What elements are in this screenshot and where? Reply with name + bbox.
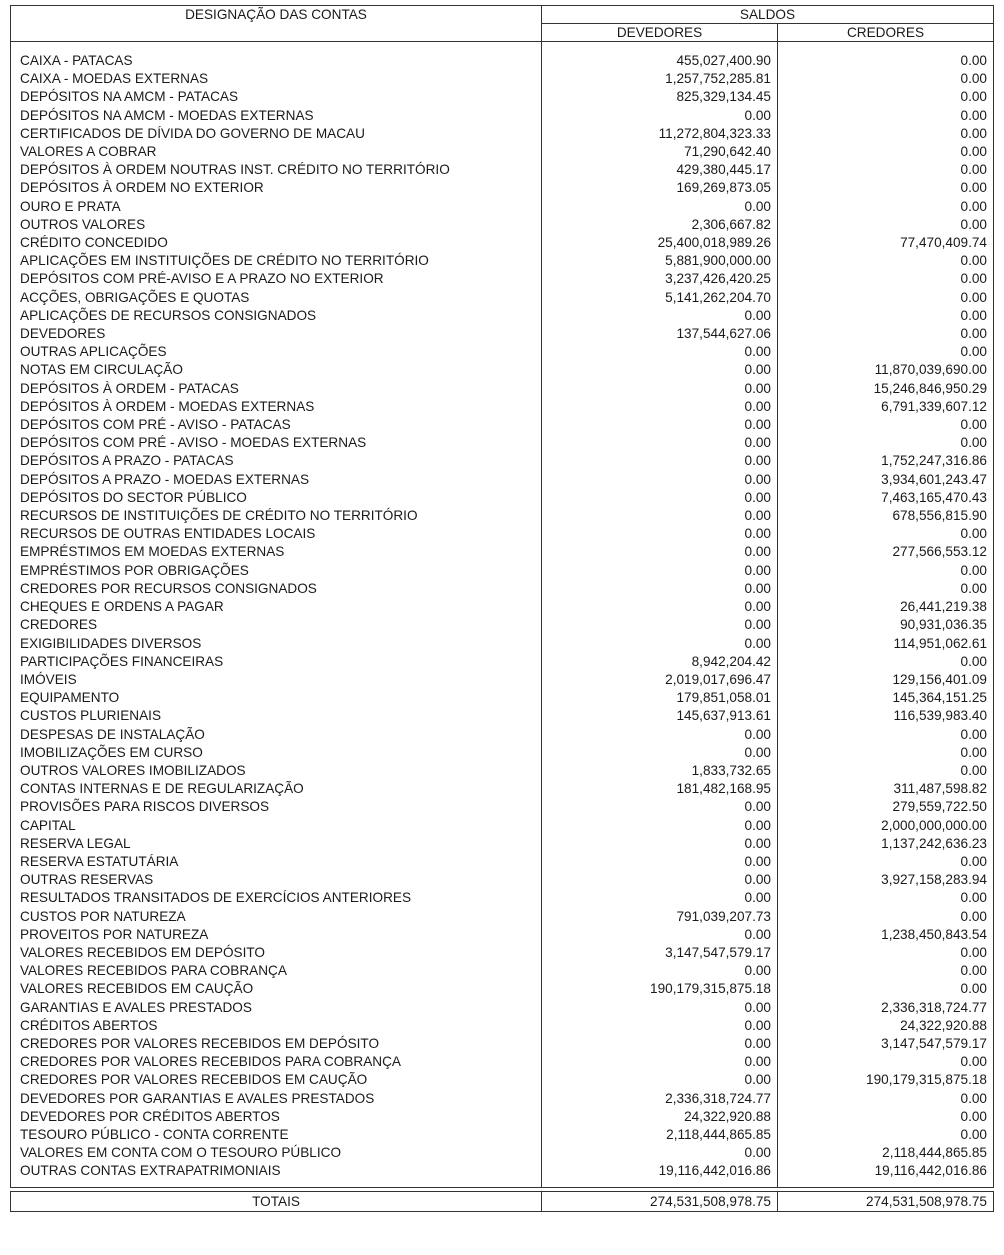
table-row bbox=[11, 1035, 994, 1053]
account-name: APLICAÇÕES DE RECURSOS CONSIGNADOS bbox=[11, 307, 542, 325]
table-row bbox=[11, 962, 994, 980]
account-name: TESOURO PÚBLICO - CONTA CORRENTE bbox=[11, 1126, 542, 1144]
credores-value: 0.00 bbox=[778, 889, 994, 907]
table-row bbox=[11, 598, 994, 616]
account-name: DEPÓSITOS NA AMCM - MOEDAS EXTERNAS bbox=[11, 107, 542, 125]
devedores-value: 825,329,134.45 bbox=[542, 88, 778, 106]
table-row bbox=[11, 125, 994, 143]
credores-value: 0.00 bbox=[778, 1126, 994, 1144]
account-name: OURO E PRATA bbox=[11, 198, 542, 216]
account-name: ACÇÕES, OBRIGAÇÕES E QUOTAS bbox=[11, 289, 542, 307]
credores-value: 0.00 bbox=[778, 416, 994, 434]
devedores-value: 429,380,445.17 bbox=[542, 161, 778, 179]
credores-value: 0.00 bbox=[778, 762, 994, 780]
table-row bbox=[11, 325, 994, 343]
devedores-value: 0.00 bbox=[542, 307, 778, 325]
account-name: OUTROS VALORES bbox=[11, 216, 542, 234]
devedores-value: 0.00 bbox=[542, 580, 778, 598]
devedores-value: 2,019,017,696.47 bbox=[542, 671, 778, 689]
table-row bbox=[11, 489, 994, 507]
account-name: PARTICIPAÇÕES FINANCEIRAS bbox=[11, 653, 542, 671]
table-row bbox=[11, 289, 994, 307]
account-name: RECURSOS DE OUTRAS ENTIDADES LOCAIS bbox=[11, 525, 542, 543]
credores-value: 0.00 bbox=[778, 143, 994, 161]
table-row bbox=[11, 52, 994, 70]
devedores-value: 0.00 bbox=[542, 1017, 778, 1035]
credores-value: 0.00 bbox=[778, 944, 994, 962]
credores-value: 0.00 bbox=[778, 289, 994, 307]
account-name: EMPRÉSTIMOS POR OBRIGAÇÕES bbox=[11, 562, 542, 580]
account-name: DEPÓSITOS COM PRÉ-AVISO E A PRAZO NO EXTERIOR bbox=[11, 270, 542, 288]
account-name: CREDORES POR RECURSOS CONSIGNADOS bbox=[11, 580, 542, 598]
credores-value: 0.00 bbox=[778, 653, 994, 671]
credores-value: 0.00 bbox=[778, 125, 994, 143]
devedores-value: 0.00 bbox=[542, 871, 778, 889]
table-row bbox=[11, 835, 994, 853]
table-row bbox=[11, 416, 994, 434]
account-name: DEPÓSITOS NA AMCM - PATACAS bbox=[11, 88, 542, 106]
account-name: CHEQUES E ORDENS A PAGAR bbox=[11, 598, 542, 616]
devedores-value: 0.00 bbox=[542, 361, 778, 379]
credores-header: CREDORES bbox=[778, 24, 994, 42]
credores-value: 145,364,151.25 bbox=[778, 689, 994, 707]
balance-sheet bbox=[10, 5, 993, 1248]
credores-value: 3,927,158,283.94 bbox=[778, 871, 994, 889]
credores-value: 0.00 bbox=[778, 962, 994, 980]
table-row bbox=[11, 926, 994, 944]
account-name: PROVISÕES PARA RISCOS DIVERSOS bbox=[11, 798, 542, 816]
credores-value: 24,322,920.88 bbox=[778, 1017, 994, 1035]
credores-value: 2,000,000,000.00 bbox=[778, 817, 994, 835]
account-name: DEPÓSITOS À ORDEM - PATACAS bbox=[11, 380, 542, 398]
devedores-value: 0.00 bbox=[542, 398, 778, 416]
table-row bbox=[11, 343, 994, 361]
devedores-value: 24,322,920.88 bbox=[542, 1108, 778, 1126]
table-row bbox=[11, 580, 994, 598]
credores-value: 0.00 bbox=[778, 252, 994, 270]
table-row bbox=[11, 980, 994, 998]
devedores-value: 0.00 bbox=[542, 798, 778, 816]
account-name: OUTROS VALORES IMOBILIZADOS bbox=[11, 762, 542, 780]
account-name: EQUIPAMENTO bbox=[11, 689, 542, 707]
totals-devedores: 274,531,508,978.75 bbox=[542, 1191, 778, 1211]
account-name: DEPÓSITOS COM PRÉ - AVISO - PATACAS bbox=[11, 416, 542, 434]
table-row bbox=[11, 198, 994, 216]
account-name: DEPÓSITOS À ORDEM - MOEDAS EXTERNAS bbox=[11, 398, 542, 416]
devedores-value: 0.00 bbox=[542, 744, 778, 762]
credores-value: 0.00 bbox=[778, 107, 994, 125]
table-row bbox=[11, 1108, 994, 1126]
table-row bbox=[11, 252, 994, 270]
devedores-value: 2,336,318,724.77 bbox=[542, 1090, 778, 1108]
account-name: DEPÓSITOS A PRAZO - MOEDAS EXTERNAS bbox=[11, 471, 542, 489]
devedores-value: 0.00 bbox=[542, 525, 778, 543]
devedores-value: 0.00 bbox=[542, 1035, 778, 1053]
devedores-value: 3,147,547,579.17 bbox=[542, 944, 778, 962]
table-row bbox=[11, 107, 994, 125]
account-name: DEPÓSITOS COM PRÉ - AVISO - MOEDAS EXTERNAS bbox=[11, 434, 542, 452]
credores-value: 277,566,553.12 bbox=[778, 543, 994, 561]
table-row bbox=[11, 307, 994, 325]
table-row bbox=[11, 999, 994, 1017]
accounts-table bbox=[10, 5, 994, 1212]
credores-value: 0.00 bbox=[778, 580, 994, 598]
table-row bbox=[11, 707, 994, 725]
table-row bbox=[11, 1126, 994, 1144]
table-row bbox=[11, 798, 994, 816]
devedores-value: 169,269,873.05 bbox=[542, 179, 778, 197]
account-name: CUSTOS PLURIENAIS bbox=[11, 707, 542, 725]
account-name: PROVEITOS POR NATUREZA bbox=[11, 926, 542, 944]
credores-value: 1,752,247,316.86 bbox=[778, 452, 994, 470]
credores-value: 26,441,219.38 bbox=[778, 598, 994, 616]
devedores-value: 19,116,442,016.86 bbox=[542, 1162, 778, 1180]
account-name: RECURSOS DE INSTITUIÇÕES DE CRÉDITO NO TERRITÓRIO bbox=[11, 507, 542, 525]
devedores-value: 11,272,804,323.33 bbox=[542, 125, 778, 143]
account-name: DEPÓSITOS À ORDEM NOUTRAS INST. CRÉDITO NO TERRITÓRIO bbox=[11, 161, 542, 179]
credores-value: 678,556,815.90 bbox=[778, 507, 994, 525]
account-name: CUSTOS POR NATUREZA bbox=[11, 908, 542, 926]
credores-value: 1,137,242,636.23 bbox=[778, 835, 994, 853]
table-row bbox=[11, 1053, 994, 1071]
devedores-value: 0.00 bbox=[542, 434, 778, 452]
table-row bbox=[11, 179, 994, 197]
devedores-value: 455,027,400.90 bbox=[542, 52, 778, 70]
table-row bbox=[11, 216, 994, 234]
table-row bbox=[11, 1162, 994, 1180]
credores-value: 0.00 bbox=[778, 853, 994, 871]
devedores-value: 25,400,018,989.26 bbox=[542, 234, 778, 252]
credores-value: 0.00 bbox=[778, 1053, 994, 1071]
account-name: CERTIFICADOS DE DÍVIDA DO GOVERNO DE MACAU bbox=[11, 125, 542, 143]
table-row bbox=[11, 88, 994, 106]
table-row bbox=[11, 1071, 994, 1089]
devedores-value: 0.00 bbox=[542, 507, 778, 525]
totals-label: TOTAIS bbox=[11, 1191, 542, 1211]
credores-value: 0.00 bbox=[778, 744, 994, 762]
account-name: OUTRAS APLICAÇÕES bbox=[11, 343, 542, 361]
devedores-value: 0.00 bbox=[542, 999, 778, 1017]
account-name: CRÉDITOS ABERTOS bbox=[11, 1017, 542, 1035]
table-row bbox=[11, 1017, 994, 1035]
table-row bbox=[11, 525, 994, 543]
account-name: GARANTIAS E AVALES PRESTADOS bbox=[11, 999, 542, 1017]
devedores-value: 0.00 bbox=[542, 853, 778, 871]
devedores-value: 0.00 bbox=[542, 598, 778, 616]
totals-credores: 274,531,508,978.75 bbox=[778, 1191, 994, 1211]
table-row bbox=[11, 635, 994, 653]
devedores-value: 0.00 bbox=[542, 616, 778, 634]
account-name: VALORES RECEBIDOS PARA COBRANÇA bbox=[11, 962, 542, 980]
account-name: DEVEDORES POR CRÉDITOS ABERTOS bbox=[11, 1108, 542, 1126]
credores-value: 19,116,442,016.86 bbox=[778, 1162, 994, 1180]
credores-value: 129,156,401.09 bbox=[778, 671, 994, 689]
table-row bbox=[11, 161, 994, 179]
account-name: IMOBILIZAÇÕES EM CURSO bbox=[11, 744, 542, 762]
table-row bbox=[11, 889, 994, 907]
account-name: CREDORES POR VALORES RECEBIDOS EM CAUÇÃO bbox=[11, 1071, 542, 1089]
devedores-value: 179,851,058.01 bbox=[542, 689, 778, 707]
table-row bbox=[11, 944, 994, 962]
credores-value: 15,246,846,950.29 bbox=[778, 380, 994, 398]
table-row bbox=[11, 452, 994, 470]
devedores-value: 0.00 bbox=[542, 416, 778, 434]
table-row bbox=[11, 616, 994, 634]
credores-value: 190,179,315,875.18 bbox=[778, 1071, 994, 1089]
credores-value: 3,934,601,243.47 bbox=[778, 471, 994, 489]
table-row bbox=[11, 744, 994, 762]
account-name: IMÓVEIS bbox=[11, 671, 542, 689]
devedores-value: 791,039,207.73 bbox=[542, 908, 778, 926]
credores-value: 0.00 bbox=[778, 179, 994, 197]
account-name: NOTAS EM CIRCULAÇÃO bbox=[11, 361, 542, 379]
account-name: CREDORES bbox=[11, 616, 542, 634]
account-name: CREDORES POR VALORES RECEBIDOS PARA COBRANÇA bbox=[11, 1053, 542, 1071]
account-name: DEPÓSITOS DO SECTOR PÚBLICO bbox=[11, 489, 542, 507]
credores-value: 2,336,318,724.77 bbox=[778, 999, 994, 1017]
account-name: CREDORES POR VALORES RECEBIDOS EM DEPÓSITO bbox=[11, 1035, 542, 1053]
account-name: RESERVA LEGAL bbox=[11, 835, 542, 853]
devedores-value: 0.00 bbox=[542, 1144, 778, 1162]
table-row bbox=[11, 234, 994, 252]
account-name: OUTRAS RESERVAS bbox=[11, 871, 542, 889]
devedores-value: 0.00 bbox=[542, 962, 778, 980]
table-row bbox=[11, 653, 994, 671]
saldos-header: SALDOS bbox=[542, 6, 994, 24]
credores-value: 0.00 bbox=[778, 307, 994, 325]
credores-value: 3,147,547,579.17 bbox=[778, 1035, 994, 1053]
credores-value: 0.00 bbox=[778, 726, 994, 744]
credores-value: 77,470,409.74 bbox=[778, 234, 994, 252]
devedores-value: 1,257,752,285.81 bbox=[542, 70, 778, 88]
devedores-value: 0.00 bbox=[542, 452, 778, 470]
account-name: VALORES EM CONTA COM O TESOURO PÚBLICO bbox=[11, 1144, 542, 1162]
devedores-value: 137,544,627.06 bbox=[542, 325, 778, 343]
devedores-value: 0.00 bbox=[542, 343, 778, 361]
devedores-value: 0.00 bbox=[542, 726, 778, 744]
account-name: DEPÓSITOS A PRAZO - PATACAS bbox=[11, 452, 542, 470]
account-name: CAIXA - PATACAS bbox=[11, 52, 542, 70]
devedores-value: 0.00 bbox=[542, 380, 778, 398]
credores-value: 0.00 bbox=[778, 434, 994, 452]
credores-value: 0.00 bbox=[778, 1090, 994, 1108]
account-name: RESERVA ESTATUTÁRIA bbox=[11, 853, 542, 871]
account-name: VALORES A COBRAR bbox=[11, 143, 542, 161]
devedores-value: 1,833,732.65 bbox=[542, 762, 778, 780]
table-row bbox=[11, 689, 994, 707]
table-row bbox=[11, 1090, 994, 1108]
account-name: CONTAS INTERNAS E DE REGULARIZAÇÃO bbox=[11, 780, 542, 798]
table-row bbox=[11, 871, 994, 889]
designacao-header: DESIGNAÇÃO DAS CONTAS bbox=[11, 6, 542, 42]
credores-value: 0.00 bbox=[778, 70, 994, 88]
credores-value: 0.00 bbox=[778, 980, 994, 998]
table-row bbox=[11, 817, 994, 835]
table-row bbox=[11, 908, 994, 926]
devedores-value: 190,179,315,875.18 bbox=[542, 980, 778, 998]
account-name: DEPÓSITOS À ORDEM NO EXTERIOR bbox=[11, 179, 542, 197]
devedores-value: 71,290,642.40 bbox=[542, 143, 778, 161]
credores-value: 279,559,722.50 bbox=[778, 798, 994, 816]
table-row bbox=[11, 434, 994, 452]
devedores-value: 0.00 bbox=[542, 635, 778, 653]
credores-value: 311,487,598.82 bbox=[778, 780, 994, 798]
devedores-value: 0.00 bbox=[542, 489, 778, 507]
table-row bbox=[11, 471, 994, 489]
devedores-value: 2,306,667.82 bbox=[542, 216, 778, 234]
devedores-value: 5,141,262,204.70 bbox=[542, 289, 778, 307]
table-row bbox=[11, 543, 994, 561]
credores-value: 0.00 bbox=[778, 525, 994, 543]
devedores-value: 0.00 bbox=[542, 562, 778, 580]
devedores-value: 0.00 bbox=[542, 889, 778, 907]
account-name: VALORES RECEBIDOS EM CAUÇÃO bbox=[11, 980, 542, 998]
devedores-value: 0.00 bbox=[542, 198, 778, 216]
credores-value: 0.00 bbox=[778, 88, 994, 106]
credores-value: 114,951,062.61 bbox=[778, 635, 994, 653]
credores-value: 0.00 bbox=[778, 1108, 994, 1126]
table-row bbox=[11, 780, 994, 798]
account-name: CAPITAL bbox=[11, 817, 542, 835]
credores-value: 0.00 bbox=[778, 325, 994, 343]
credores-value: 6,791,339,607.12 bbox=[778, 398, 994, 416]
credores-value: 0.00 bbox=[778, 161, 994, 179]
table-row bbox=[11, 398, 994, 416]
account-name: DEVEDORES bbox=[11, 325, 542, 343]
totals-row bbox=[11, 1191, 994, 1211]
account-name: RESULTADOS TRANSITADOS DE EXERCÍCIOS ANTERIORES bbox=[11, 889, 542, 907]
credores-value: 0.00 bbox=[778, 198, 994, 216]
devedores-header: DEVEDORES bbox=[542, 24, 778, 42]
table-row bbox=[11, 70, 994, 88]
credores-value: 1,238,450,843.54 bbox=[778, 926, 994, 944]
account-name: CRÉDITO CONCEDIDO bbox=[11, 234, 542, 252]
credores-value: 0.00 bbox=[778, 908, 994, 926]
devedores-value: 3,237,426,420.25 bbox=[542, 270, 778, 288]
credores-value: 2,118,444,865.85 bbox=[778, 1144, 994, 1162]
account-rows bbox=[11, 52, 994, 1181]
table-row bbox=[11, 1144, 994, 1162]
table-row bbox=[11, 671, 994, 689]
account-name: OUTRAS CONTAS EXTRAPATRIMONIAIS bbox=[11, 1162, 542, 1180]
credores-value: 0.00 bbox=[778, 270, 994, 288]
credores-value: 7,463,165,470.43 bbox=[778, 489, 994, 507]
devedores-value: 0.00 bbox=[542, 817, 778, 835]
credores-value: 0.00 bbox=[778, 52, 994, 70]
devedores-value: 0.00 bbox=[542, 926, 778, 944]
credores-value: 0.00 bbox=[778, 216, 994, 234]
credores-value: 0.00 bbox=[778, 343, 994, 361]
devedores-value: 0.00 bbox=[542, 107, 778, 125]
account-name: EXIGIBILIDADES DIVERSOS bbox=[11, 635, 542, 653]
table-row bbox=[11, 762, 994, 780]
credores-value: 11,870,039,690.00 bbox=[778, 361, 994, 379]
table-row bbox=[11, 270, 994, 288]
devedores-value: 0.00 bbox=[542, 835, 778, 853]
devedores-value: 8,942,204.42 bbox=[542, 653, 778, 671]
account-name: VALORES RECEBIDOS EM DEPÓSITO bbox=[11, 944, 542, 962]
table-row bbox=[11, 507, 994, 525]
credores-value: 90,931,036.35 bbox=[778, 616, 994, 634]
devedores-value: 0.00 bbox=[542, 1053, 778, 1071]
credores-value: 0.00 bbox=[778, 562, 994, 580]
table-row bbox=[11, 361, 994, 379]
devedores-value: 145,637,913.61 bbox=[542, 707, 778, 725]
credores-value: 116,539,983.40 bbox=[778, 707, 994, 725]
devedores-value: 0.00 bbox=[542, 543, 778, 561]
devedores-value: 0.00 bbox=[542, 1071, 778, 1089]
devedores-value: 2,118,444,865.85 bbox=[542, 1126, 778, 1144]
account-name: DESPESAS DE INSTALAÇÃO bbox=[11, 726, 542, 744]
table-row bbox=[11, 562, 994, 580]
account-name: EMPRÉSTIMOS EM MOEDAS EXTERNAS bbox=[11, 543, 542, 561]
table-row bbox=[11, 853, 994, 871]
account-name: DEVEDORES POR GARANTIAS E AVALES PRESTADOS bbox=[11, 1090, 542, 1108]
table-row bbox=[11, 380, 994, 398]
devedores-value: 0.00 bbox=[542, 471, 778, 489]
table-row bbox=[11, 143, 994, 161]
table-row bbox=[11, 726, 994, 744]
account-name: APLICAÇÕES EM INSTITUIÇÕES DE CRÉDITO NO TERRITÓRIO bbox=[11, 252, 542, 270]
account-name: CAIXA - MOEDAS EXTERNAS bbox=[11, 70, 542, 88]
devedores-value: 181,482,168.95 bbox=[542, 780, 778, 798]
devedores-value: 5,881,900,000.00 bbox=[542, 252, 778, 270]
